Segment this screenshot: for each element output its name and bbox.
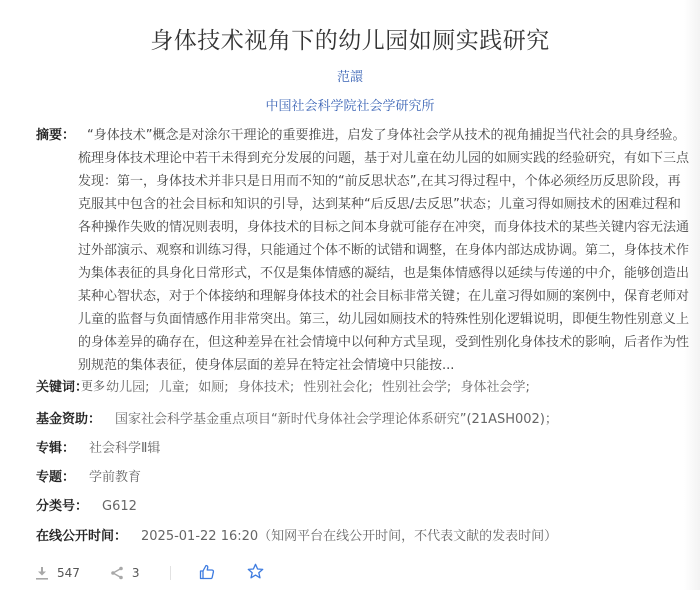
author-link[interactable]: 范譞 <box>336 70 363 85</box>
stats-divider <box>170 566 171 580</box>
topic-label: 专题： <box>36 470 76 485</box>
keyword-link[interactable]: 性别社会学 <box>381 380 447 395</box>
abstract-body <box>36 124 692 377</box>
keyword-link[interactable]: 身体技术 <box>237 380 290 395</box>
abstract-section <box>36 124 692 395</box>
download-stat <box>35 566 80 580</box>
keyword-link[interactable]: 幼儿园 <box>106 380 146 395</box>
keyword-separator: ; <box>224 380 229 395</box>
keyword-separator: ; <box>289 380 295 395</box>
keywords-row <box>36 376 535 395</box>
share-icon[interactable] <box>110 566 124 580</box>
online-time-label: 在线公开时间： <box>36 529 128 544</box>
series-row <box>36 437 160 456</box>
abstract-text: “身体技术”概念是对涂尔干理论的重要推进，启发了身体社会学从技术的视角捕捉当代社会的具身经验。梳理身体技术理论中若干未得到充分发展的问题，基于对儿童在幼儿园的如厕实践的经验研究，有如下三点发现：第一，身体技术并非只是日用而不知的“前反思状态”,在其习得过程中，个体必须经历反思阶段，再克服其中包含的社会目标和知识的引导，达到某种“后反思/去反思”状态；儿童习得如厕技术的困难过程和各种操作失败的情况则表明，身体技术的目标之间本身就可能存在冲突，而身体技术的某些关键内容无法通过外部演示、观察和训练习得，只能通过个体不断的试错和调整，在身体内部达成协调。第二，身体技术作为集体表征的具身化日常形式，不仅是集体情感的凝结，也是集体情感得以延续与传递的中介，能够创造出某种心智状态，对于个体接纳和理解身体技术的社会目标非常关键；在儿童习得如厕的案例中，保育老师对儿童的监督与负面情感作用非常突出。第三，幼儿园如厕技术的特殊性别化逻辑说明，即便生物性别意义上的身体差异的确存在，但这种差异在社会情境中以何种方式呈现，受到性别化身体技术的影响，后者作为性别规范的集体表征，使身体层面的差异在特定社会情境中只能按... <box>78 128 690 373</box>
topic-row <box>36 466 141 485</box>
share-count: 3 <box>131 566 140 580</box>
classification-value: G612 <box>102 499 137 514</box>
more-link[interactable]: 更多 <box>81 379 106 393</box>
topic-value: 学前教育 <box>89 470 142 485</box>
fund-value[interactable]: 国家社会科学基金重点项目“新时代身体社会学理论体系研究”(21ASH002)； <box>115 412 558 427</box>
abstract-label: 摘要： <box>36 128 76 143</box>
thumbs-up-icon[interactable] <box>199 564 215 583</box>
organization-link[interactable]: 中国社会科学院社会学研究所 <box>265 99 435 114</box>
star-icon[interactable] <box>247 563 264 583</box>
share-stat[interactable] <box>110 566 140 580</box>
classification-row <box>36 495 137 514</box>
article-title: 身体技术视角下的幼儿园如厕实践研究 <box>150 28 550 54</box>
keyword-link[interactable]: 性别社会化 <box>303 380 369 395</box>
download-count: 547 <box>57 566 80 580</box>
keyword-separator: ; <box>145 380 150 395</box>
fund-row <box>36 408 558 427</box>
fund-label: 基金资助： <box>36 412 102 427</box>
online-time-value: 2025-01-22 16:20（知网平台在线公开时间，不代表文献的发表时间） <box>141 529 558 544</box>
keyword-separator: ; <box>446 380 452 395</box>
keyword-separator: ; <box>368 380 373 395</box>
keyword-link[interactable]: 儿童 <box>158 380 185 395</box>
keywords-list <box>106 380 535 395</box>
keywords-label: 关键词： <box>36 380 89 395</box>
download-icon <box>35 566 49 580</box>
series-label: 专辑： <box>36 441 76 456</box>
keyword-link[interactable]: 身体社会学 <box>460 380 526 395</box>
keyword-link[interactable]: 如厕 <box>198 380 225 395</box>
classification-label: 分类号： <box>36 499 89 514</box>
stats-bar <box>35 563 264 583</box>
keyword-separator: ; <box>184 380 190 395</box>
keyword-separator: ; <box>525 380 530 395</box>
series-value: 社会科学Ⅱ辑 <box>89 441 161 456</box>
online-time-row <box>36 525 557 544</box>
